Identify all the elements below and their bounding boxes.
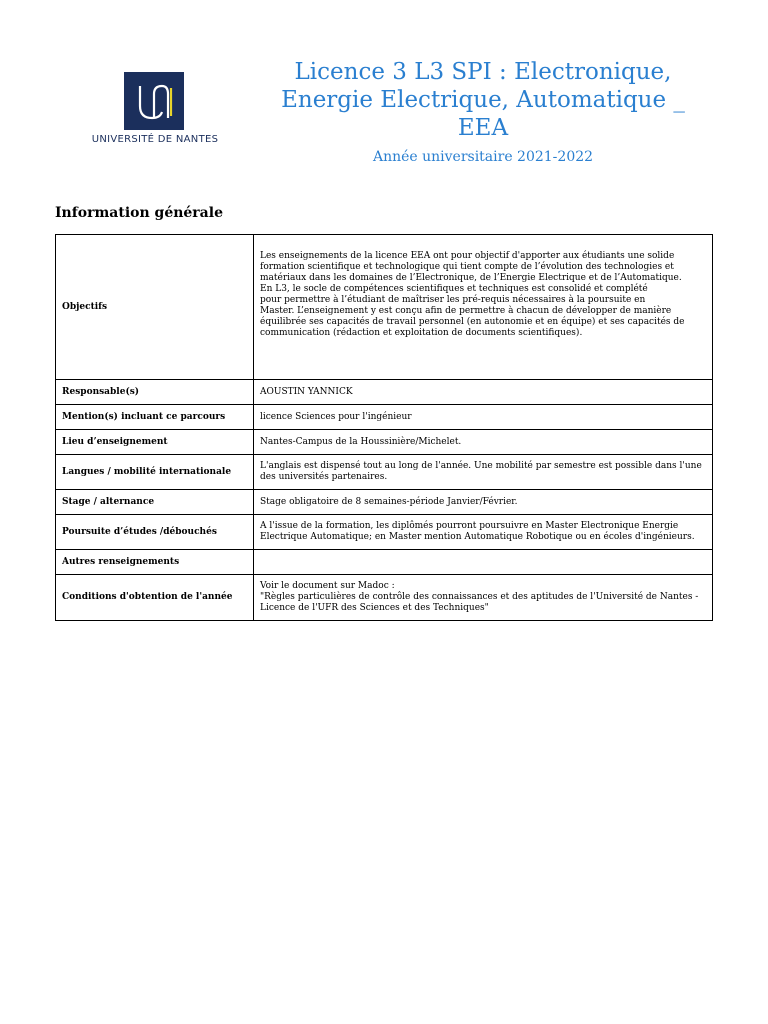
table-row-stage bbox=[56, 490, 713, 515]
row-label: Responsable(s) bbox=[56, 380, 254, 405]
row-value bbox=[254, 235, 713, 380]
row-label: Stage / alternance bbox=[56, 490, 254, 515]
table-row-autres bbox=[56, 550, 713, 575]
university-logo bbox=[80, 70, 230, 150]
row-value: L'anglais est dispensé tout au long de l'année. Une mobilité par semestre est possible dans l'une des universités partenaires. bbox=[254, 455, 713, 490]
logo-emblem bbox=[124, 72, 184, 130]
row-label: Mention(s) incluant ce parcours bbox=[56, 405, 254, 430]
title-block bbox=[258, 58, 708, 166]
logo-text: UNIVERSITÉ DE NANTES bbox=[91, 134, 219, 145]
table-row-lieu bbox=[56, 430, 713, 455]
logo-mark-icon bbox=[124, 72, 184, 130]
row-label: Lieu d’enseignement bbox=[56, 430, 254, 455]
row-value bbox=[254, 550, 713, 575]
row-value: licence Sciences pour l'ingénieur bbox=[254, 405, 713, 430]
row-value: A l'issue de la formation, les diplômés pourront poursuivre en Master Electronique Energie Electrique Automatique; en Master mention Automatique Robotique ou en écoles d'ingénieurs. bbox=[254, 515, 713, 550]
table-row-poursuite bbox=[56, 515, 713, 550]
row-label: Poursuite d’études /débouchés bbox=[56, 515, 254, 550]
table-row-mention bbox=[56, 405, 713, 430]
document-subtitle: Année universitaire 2021-2022 bbox=[372, 149, 594, 165]
table-row-langues bbox=[56, 455, 713, 490]
row-label: Conditions d'obtention de l'année bbox=[56, 575, 254, 621]
table-row-conditions bbox=[56, 575, 713, 621]
table-row-objectifs bbox=[56, 235, 713, 380]
row-label: Objectifs bbox=[56, 235, 254, 380]
row-label: Langues / mobilité internationale bbox=[56, 455, 254, 490]
objectifs-text: Les enseignements de la licence EEA ont pour objectif d'apporter aux étudiants une solide formation scientifique et technologique qui tient compte de l’évolution des technologies et matériaux dans les domaines de l’Electronique, de l’Energie Electrique et de l’Automatique. En L3, le socle de compétences scientifiques et techniques est consolidé et complété pour permettre à l’étudiant de maîtriser les pré-requis nécessaires à la poursuite en Master. L’enseignement y est conçu afin de permettre à chacun de développer de manière équilibrée ses capacités de travail personnel (en autonomie et en équipe) et ses capacités de communication (rédaction et exploitation de documents scientifiques). bbox=[260, 251, 685, 338]
table-row-responsable bbox=[56, 380, 713, 405]
document-title: Licence 3 L3 SPI : Electronique, Energie Electrique, Automatique _ EEA bbox=[281, 59, 685, 141]
row-value: Stage obligatoire de 8 semaines-période Janvier/Février. bbox=[254, 490, 713, 515]
section-heading: Information générale bbox=[55, 205, 223, 221]
row-label: Autres renseignements bbox=[56, 550, 254, 575]
row-value: Voir le document sur Madoc : "Règles particulières de contrôle des connaissances et des aptitudes de l'Université de Nantes - Licence de l'UFR des Sciences et des Techniques" bbox=[254, 575, 713, 621]
general-info-table bbox=[55, 234, 713, 621]
row-value: Nantes-Campus de la Houssinière/Michelet. bbox=[254, 430, 713, 455]
row-value: AOUSTIN YANNICK bbox=[254, 380, 713, 405]
